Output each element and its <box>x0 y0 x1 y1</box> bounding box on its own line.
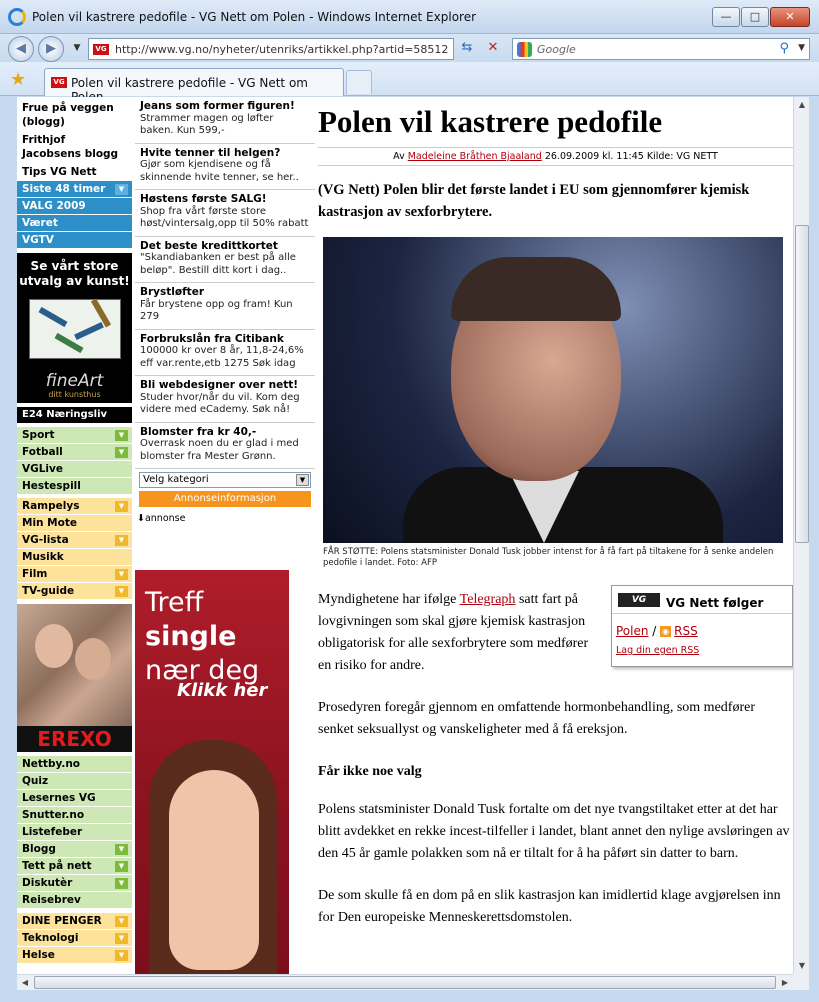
menu-item[interactable] <box>17 947 132 964</box>
vertical-scroll-thumb[interactable] <box>795 225 809 543</box>
vg-follows-header <box>612 586 792 614</box>
horizontal-scroll-thumb[interactable] <box>34 976 776 989</box>
search-icon[interactable]: ⚲ <box>779 41 789 56</box>
nav-link[interactable]: Frithjof Jacobsens blogg <box>22 134 119 160</box>
menu-item[interactable] <box>17 427 132 444</box>
polen-link[interactable]: Polen <box>616 624 649 638</box>
photo-hair <box>451 257 621 321</box>
vg-logo: VG <box>618 593 660 607</box>
scroll-right-icon[interactable]: ▶ <box>781 978 789 987</box>
menu-item[interactable] <box>17 773 132 790</box>
chevron-down-icon[interactable]: ▼ <box>115 861 128 872</box>
text-ad[interactable] <box>135 423 315 470</box>
menu-item-label: Tett på nett <box>22 860 92 872</box>
ie-logo-icon <box>8 8 26 26</box>
ad-category-select[interactable] <box>139 472 311 488</box>
tab-active[interactable] <box>44 68 344 96</box>
chevron-down-icon[interactable]: ▼ <box>115 844 128 855</box>
menu-item[interactable] <box>17 549 132 566</box>
chevron-down-icon: ▼ <box>296 474 309 486</box>
text-ad-heading[interactable]: Blomster fra kr 40,- <box>140 425 257 438</box>
search-box[interactable] <box>512 38 810 60</box>
chevron-down-icon[interactable]: ▼ <box>115 569 128 580</box>
menu-item-label: Siste 48 timer <box>22 183 106 195</box>
menu-item-label: Hestespill <box>22 480 81 492</box>
address-bar[interactable] <box>88 38 454 60</box>
chevron-down-icon[interactable]: ▼ <box>115 535 128 546</box>
fineart-logo: fineArt <box>45 371 104 391</box>
chevron-down-icon[interactable]: ▼ <box>115 933 128 944</box>
chevron-down-icon[interactable]: ▼ <box>115 878 128 889</box>
menu-item-label: VGLive <box>22 463 64 475</box>
follow-links <box>616 620 698 642</box>
photo-caption: FÅR STØTTE: Polens statsminister Donald Tusk jobber intenst for å få fart på tiltakene for å senke andelen pedofile i landet. Foto: AFP <box>323 547 774 568</box>
chevron-down-icon[interactable]: ▼ <box>115 501 128 512</box>
text-ad-heading[interactable]: Forbrukslån fra Citibank <box>140 332 284 345</box>
window-titlebar <box>0 0 819 34</box>
vg-follows-box <box>611 585 793 667</box>
menu-item-label: Lesernes VG <box>22 792 96 804</box>
byline-prefix: Av <box>393 151 408 162</box>
dating-ad-cta: Klikk her <box>177 680 268 701</box>
menu-item[interactable] <box>17 824 132 841</box>
scroll-up-icon[interactable]: ▲ <box>798 100 806 109</box>
author-link[interactable]: Madeleine Bråthen Bjaaland <box>407 151 542 162</box>
article-subheading: Får ikke noe valg <box>318 764 422 779</box>
menu-item[interactable] <box>17 232 132 249</box>
ad-person-image <box>75 638 111 680</box>
ad-category-value: Velg kategori <box>143 474 209 485</box>
menu-item-label: Været <box>22 217 58 229</box>
text-ad[interactable] <box>135 283 315 330</box>
tab-bar <box>0 62 819 96</box>
text-ad[interactable] <box>135 190 315 237</box>
text-ad[interactable] <box>135 376 315 423</box>
e24-link[interactable]: E24 Næringsliv <box>17 407 132 423</box>
menu-item-label: Snutter.no <box>22 809 85 821</box>
menu-item[interactable] <box>17 841 132 858</box>
erexo-ad[interactable] <box>17 604 132 752</box>
menu-item-label: VGTV <box>22 234 54 246</box>
fineart-ad-text: Se vårt store utvalg av kunst! <box>19 259 130 288</box>
nav-link[interactable]: Tips VG Nett <box>22 166 97 178</box>
address-url[interactable]: http://www.vg.no/nyheter/utenriks/artikkel.php?artid=58512 <box>115 43 449 56</box>
menu-item[interactable] <box>17 478 132 495</box>
top-links <box>17 97 132 181</box>
orange-menu-2 <box>17 913 132 964</box>
text-ad[interactable] <box>135 330 315 377</box>
menu-item[interactable] <box>17 181 132 198</box>
window-frame-right <box>809 96 819 990</box>
menu-item-label: Quiz <box>22 775 49 787</box>
menu-item[interactable] <box>17 892 132 909</box>
annonse-text: annonse <box>144 513 186 524</box>
menu-item-label: Diskutèr <box>22 877 73 889</box>
byline-date: 26.09.2009 kl. 11:45 Kilde: VG NETT <box>541 151 718 162</box>
menu-item-label: VALG 2009 <box>22 200 86 212</box>
menu-item-label: VG-lista <box>22 534 69 546</box>
menu-item-label: Film <box>22 568 48 580</box>
menu-item[interactable] <box>17 444 132 461</box>
annonse-label: ⬇annonse <box>137 513 186 524</box>
rss-icon: ◉ <box>660 626 671 637</box>
menu-item[interactable] <box>17 515 132 532</box>
back-button[interactable]: ◀ <box>8 36 34 62</box>
text-ad-heading[interactable]: Jeans som former figuren! <box>140 100 295 112</box>
left-navigation <box>17 97 132 974</box>
article-paragraph: Prosedyren foregår gjennom en omfattende hormonbehandling, som medfører senket seksuallyst og vanskeligheter med å få ereksjon. <box>318 700 755 737</box>
menu-item-label: Sport <box>22 429 55 441</box>
menu-item[interactable] <box>17 461 132 478</box>
tab-favicon-icon: VG <box>51 77 67 88</box>
dating-ad-word1: Treff <box>145 587 204 618</box>
text-ad-heading[interactable]: Det beste kredittkortet <box>140 239 278 252</box>
menu-item[interactable] <box>17 532 132 549</box>
new-tab-button[interactable] <box>346 70 372 94</box>
menu-item-label: Blogg <box>22 843 56 855</box>
menu-item[interactable] <box>17 930 132 947</box>
window-title: Polen vil kastrere pedofile - VG Nett om Polen - Windows Internet Explorer <box>32 10 477 24</box>
menu-item-label: Rampelys <box>22 500 80 512</box>
search-input[interactable]: Google <box>537 43 576 56</box>
dating-ad-word2: single <box>145 621 237 652</box>
horizontal-scrollbar[interactable] <box>17 974 793 990</box>
status-bar <box>0 990 819 1002</box>
forward-button[interactable]: ▶ <box>38 36 64 62</box>
text-ad-heading[interactable]: Brystløfter <box>140 286 204 298</box>
erexo-logo: EREXO <box>17 726 132 752</box>
chevron-down-icon[interactable]: ▼ <box>115 447 128 458</box>
tab-label: Polen vil kastrere pedofile - VG Nett om <box>71 76 308 90</box>
menu-item[interactable] <box>17 566 132 583</box>
search-options-dropdown[interactable]: ▼ <box>798 43 805 53</box>
favorites-star-icon[interactable]: ★ <box>10 69 27 90</box>
vertical-scrollbar[interactable] <box>793 97 809 974</box>
menu-item-label: Listefeber <box>22 826 83 838</box>
menu-item-label: Helse <box>22 949 55 961</box>
close-button[interactable]: ✕ <box>770 7 810 27</box>
text-ad-description: Gjør som kjendisene og få skinnende hvite tenner, se her.. <box>140 159 299 183</box>
chevron-down-icon[interactable]: ▼ <box>115 586 128 597</box>
text-ad-description: Får brystene opp og fram! Kun 279 <box>140 298 293 322</box>
text-ads <box>135 97 315 469</box>
site-favicon-icon: VG <box>93 44 109 55</box>
p1-text-b: satt fart på lovgivningen som skal gjøre kjemisk kastrasjon obligatorisk for alle sexforbrytere som medfører en risiko for andre. <box>318 592 589 673</box>
dating-ad-line2: nær deg <box>145 655 260 686</box>
menu-item[interactable] <box>17 198 132 215</box>
chevron-down-icon[interactable]: ▼ <box>115 916 128 927</box>
green-menu-1 <box>17 427 132 495</box>
menu-item[interactable] <box>17 756 132 773</box>
follow-separator: / <box>648 624 661 638</box>
menu-item[interactable] <box>17 790 132 807</box>
menu-item[interactable] <box>17 913 132 930</box>
text-ad[interactable] <box>135 237 315 284</box>
scroll-left-icon[interactable]: ◀ <box>21 978 29 987</box>
dating-banner-ad[interactable] <box>135 570 289 974</box>
article-paragraph: De som skulle få en dom på en slik kastrasjon kan imidlertid klage avgjørelsen inn for Den europeiske Menneskerettsdomstolen. <box>318 888 781 925</box>
article-title: Polen vil kastrere pedofile <box>318 104 663 139</box>
text-ad-description: Shop fra vårt første store høst/vintersalg,opp til 50% rabatt <box>140 205 309 229</box>
scroll-down-icon[interactable]: ▼ <box>798 961 806 970</box>
menu-item-label: Fotball <box>22 446 63 458</box>
text-ad-heading[interactable]: Hvite tenner til helgen? <box>140 146 281 159</box>
ad-info-link[interactable]: Annonseinformasjon <box>139 491 311 507</box>
menu-item-label: DINE PENGER <box>22 915 102 927</box>
navigation-bar <box>0 34 819 62</box>
maximize-button[interactable]: □ <box>741 7 769 27</box>
article <box>318 97 793 974</box>
window-frame-left <box>0 96 17 990</box>
menu-item[interactable] <box>17 583 132 600</box>
ad-column <box>135 97 315 974</box>
text-ad-description: Overrask noen du er glad i med blomster fra Mester Grønn. <box>140 438 299 462</box>
rss-link[interactable]: RSS <box>674 624 698 638</box>
fineart-ad[interactable] <box>17 253 132 403</box>
article-byline <box>318 147 793 166</box>
recent-pages-dropdown[interactable]: ▼ <box>73 43 81 53</box>
chevron-down-icon[interactable]: ▼ <box>115 950 128 961</box>
fineart-artwork-image <box>29 299 121 359</box>
menu-item-label: Nettby.no <box>22 758 81 770</box>
blue-menu <box>17 181 132 249</box>
article-paragraph: Polens statsminister Donald Tusk fortalte om det nye tvangstiltaket etter at det har blitt avdekket en rekke incest-tilfeller i landet, blant annet den nylige avsløringen av den 45 år gamle polakken som nå er tiltalt for å ha påført sin datter to barn. <box>318 802 790 861</box>
menu-item-label: Min Mote <box>22 517 77 529</box>
stop-icon[interactable]: ✕ <box>487 40 499 55</box>
menu-item-label: TV-guide <box>22 585 75 597</box>
menu-item-label: Musikk <box>22 551 64 563</box>
text-ad-heading[interactable]: Høstens første SALG! <box>140 193 267 205</box>
telegraph-link[interactable]: Telegraph <box>459 592 516 607</box>
nav-link[interactable]: Frue på veggen (blogg) <box>22 102 114 128</box>
google-icon <box>517 42 532 57</box>
ad-person-image <box>35 624 73 668</box>
text-ad[interactable] <box>135 144 315 191</box>
article-photo[interactable] <box>323 237 783 543</box>
article-lead: (VG Nett) Polen blir det første landet i EU som gjennomfører kjemisk kastrasjon av sexforbrytere. <box>318 182 750 220</box>
menu-item-label: Reisebrev <box>22 894 81 906</box>
orange-menu-1 <box>17 498 132 600</box>
menu-item[interactable] <box>17 875 132 892</box>
vg-follows-title: VG Nett følger <box>666 596 764 610</box>
ad-woman-face-image <box>169 770 259 970</box>
menu-item[interactable] <box>17 498 132 515</box>
green-menu-2 <box>17 756 132 909</box>
article-paragraph <box>318 589 793 677</box>
text-ad-heading[interactable]: Bli webdesigner over nett! <box>140 379 299 391</box>
text-ad-description: Studer hvor/når du vil. Kom deg videre med eCademy. Søk nå! <box>140 391 300 415</box>
chevron-down-icon[interactable]: ▼ <box>115 184 128 195</box>
menu-item[interactable] <box>17 858 132 875</box>
minimize-button[interactable]: — <box>712 7 740 27</box>
refresh-icon[interactable]: ⇆ <box>461 40 473 55</box>
chevron-down-icon[interactable]: ▼ <box>115 430 128 441</box>
text-ad[interactable] <box>135 97 315 144</box>
text-ad-description: Strammer magen og løfter baken. Kun 599,- <box>140 112 274 136</box>
menu-item[interactable] <box>17 807 132 824</box>
resize-grip[interactable] <box>793 974 809 990</box>
menu-item[interactable] <box>17 215 132 232</box>
fineart-tagline: ditt kunsthus <box>48 390 101 399</box>
text-ad-description: 100000 kr over 8 år, 11,8-24,6% eff var.rente,etb 1275 Søk idag <box>140 345 304 369</box>
page-content <box>17 97 793 974</box>
create-rss-link[interactable]: Lag din egen RSS <box>616 645 700 656</box>
text-ad-description: "Skandiabanken er best på alle beløp". Bestill ditt kort i dag.. <box>140 252 296 276</box>
menu-item-label: Teknologi <box>22 932 79 944</box>
dating-ad-headline <box>145 586 289 688</box>
p1-text-a: Myndighetene har ifølge <box>318 592 460 607</box>
